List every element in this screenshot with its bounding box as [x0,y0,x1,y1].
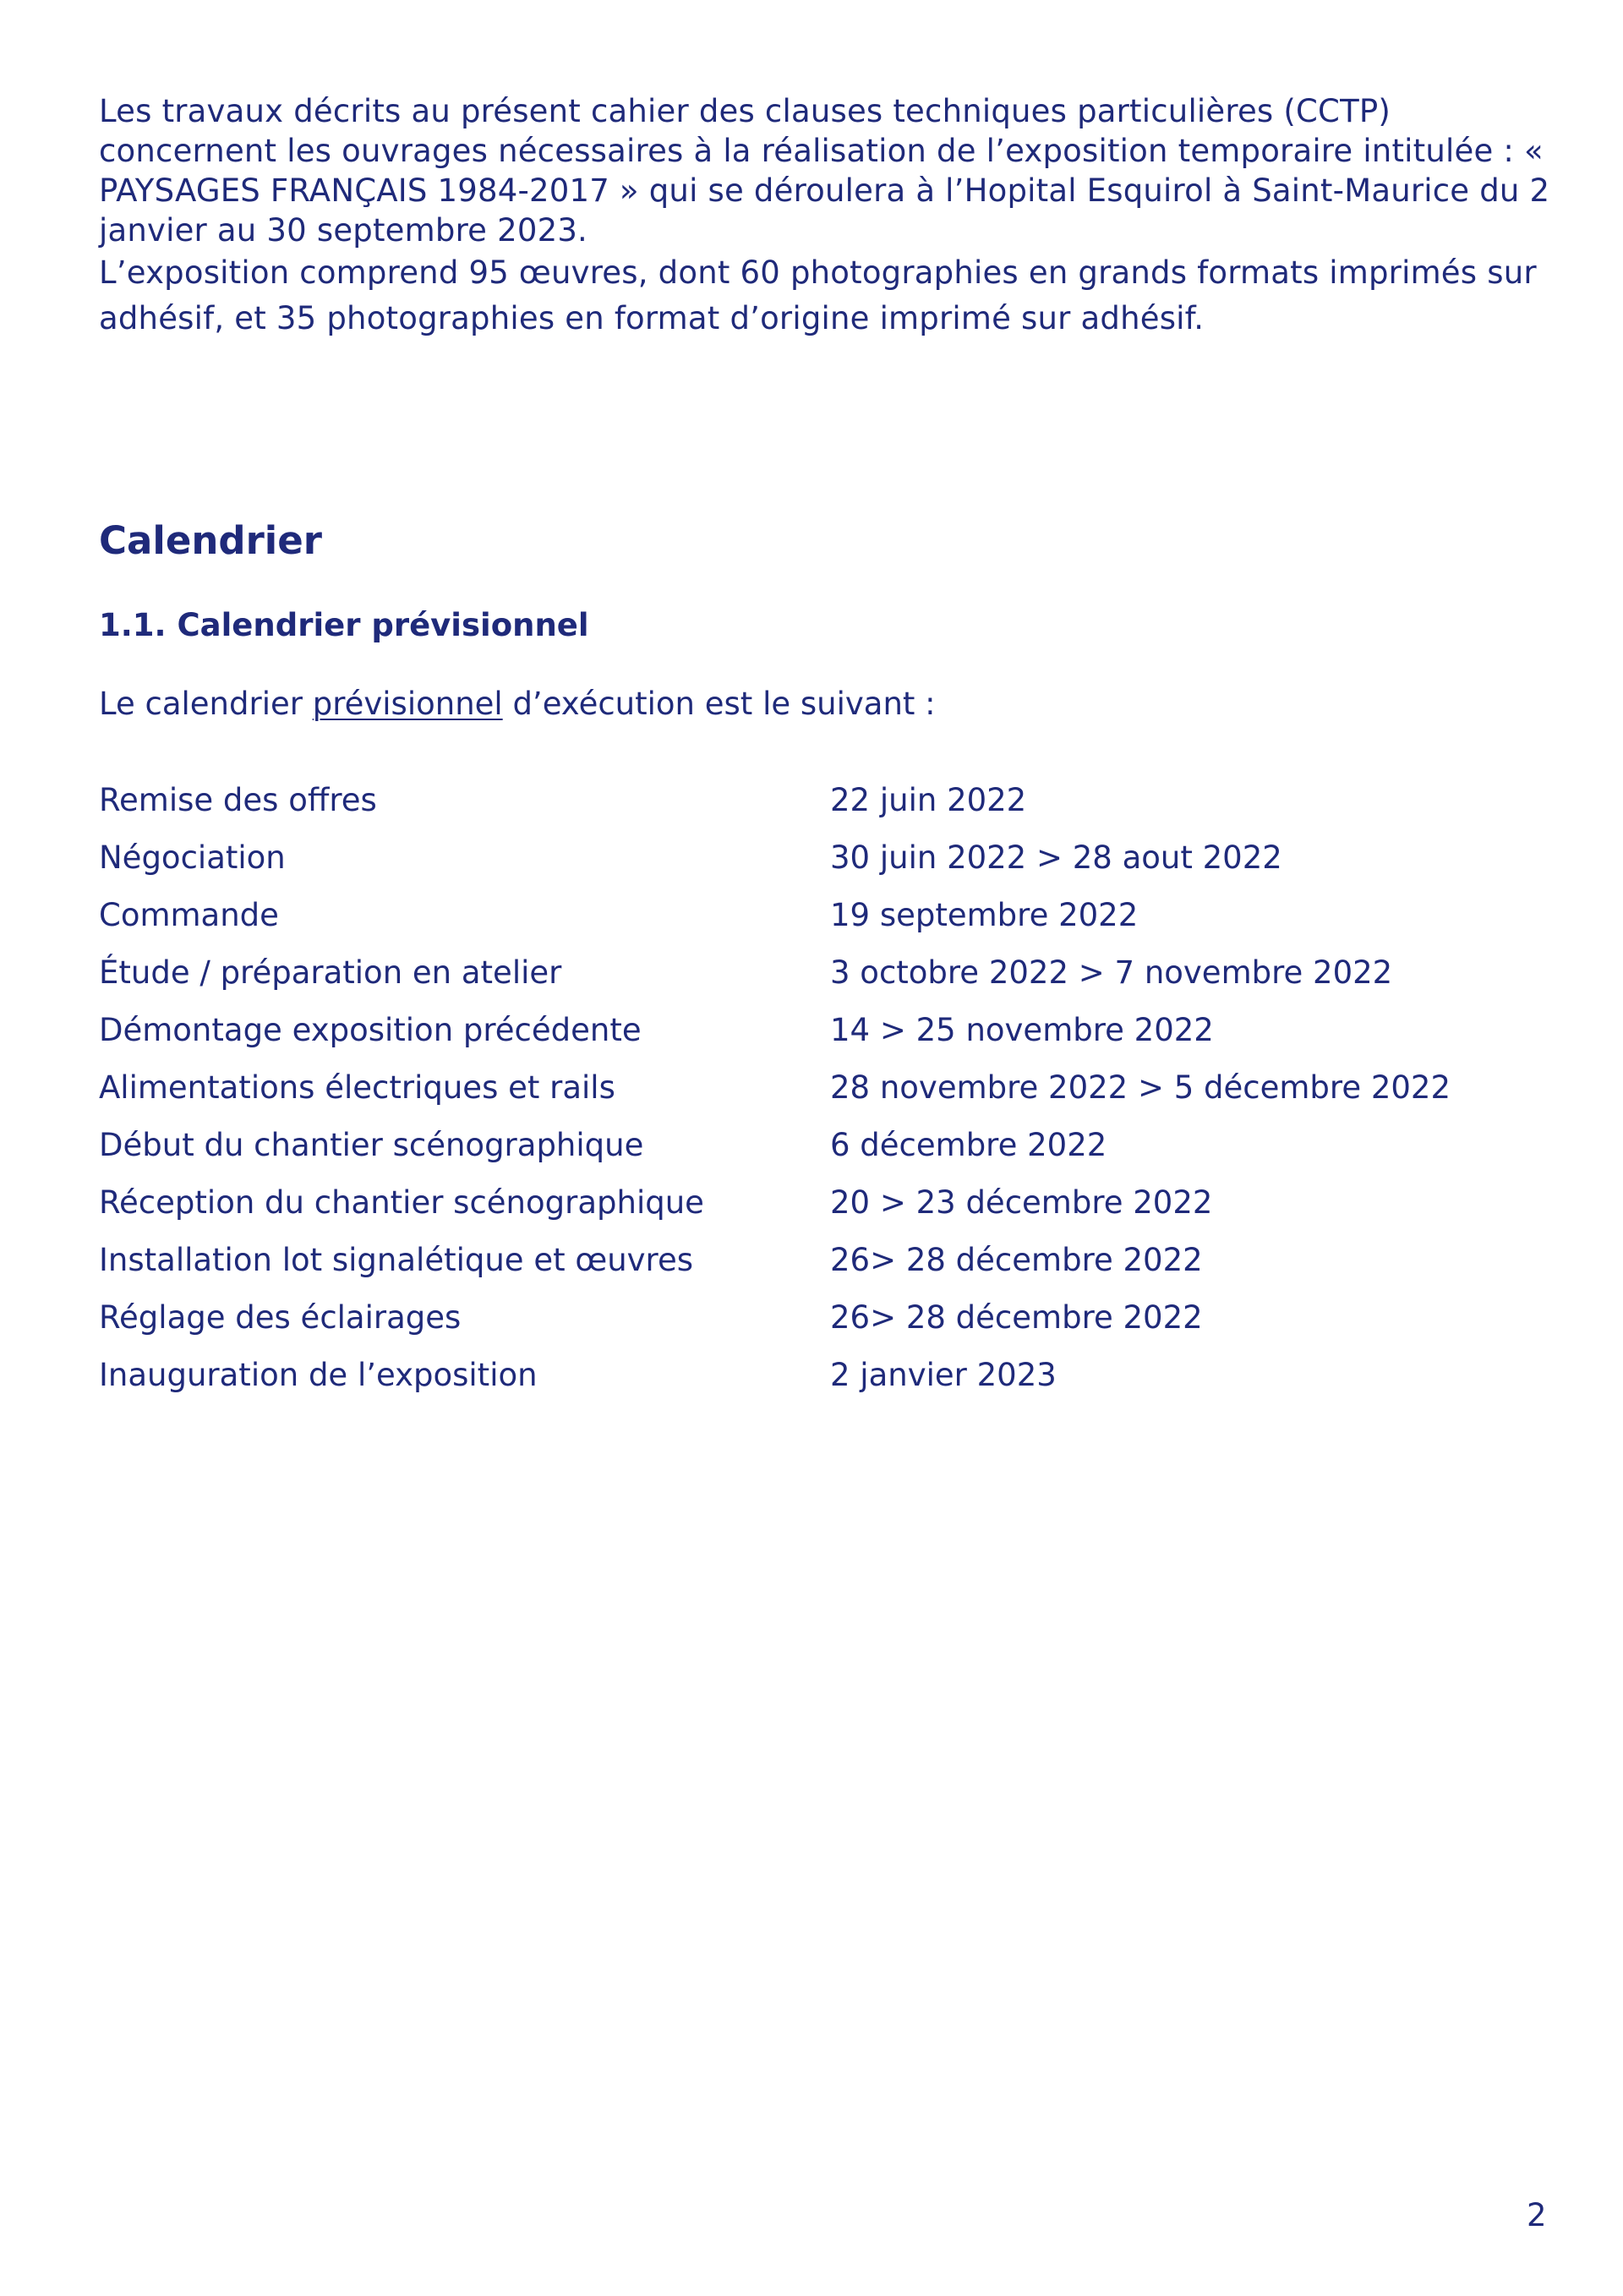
schedule-date: 26> 28 décembre 2022 [830,1242,1203,1278]
intro-paragraph: L’exposition comprend 95 œuvres, dont 60 photographies en grands formats imprimés sur adhésif, et 35 photographies en format d’origine imprimé sur adhésif. [99,254,1537,336]
underlined-word: prévisionnel [312,686,503,722]
schedule-task: Réception du chantier scénographique [99,1184,704,1221]
schedule-date: 26> 28 décembre 2022 [830,1299,1203,1336]
schedule-intro [99,683,936,725]
schedule-row [99,1354,1536,1412]
schedule-table [99,779,1536,1412]
intro-text [99,91,1553,342]
schedule-task: Inauguration de l’exposition [99,1357,538,1393]
schedule-row [99,894,1536,952]
schedule-intro-end: d’exécution est le suivant : [502,686,936,722]
schedule-task: Négociation [99,839,286,876]
schedule-date: 2 janvier 2023 [830,1357,1057,1393]
schedule-task: Installation lot signalétique et œuvres [99,1242,693,1278]
schedule-task: Étude / préparation en atelier [99,954,562,991]
schedule-date: 3 octobre 2022 > 7 novembre 2022 [830,954,1393,991]
section-title: Calendrier [99,518,322,563]
schedule-row [99,1124,1536,1182]
schedule-row [99,1239,1536,1297]
schedule-date: 6 décembre 2022 [830,1127,1107,1163]
schedule-task: Réglage des éclairages [99,1299,462,1336]
schedule-date: 28 novembre 2022 > 5 décembre 2022 [830,1069,1451,1106]
schedule-task: Démontage exposition précédente [99,1012,642,1048]
schedule-row [99,1067,1536,1124]
schedule-date: 22 juin 2022 [830,782,1027,818]
schedule-task: Remise des offres [99,782,377,818]
schedule-date: 20 > 23 décembre 2022 [830,1184,1213,1221]
schedule-task: Alimentations électriques et rails [99,1069,615,1106]
schedule-row [99,837,1536,894]
intro-paragraph: Les travaux décrits au présent cahier des clauses techniques particulières (CCTP) concernent les ouvrages nécessaires à la réalisation de l’exposition temporaire intitulée : « PAYSAGES FRANÇAIS 1984-2017 » qui se déroulera à l’Hopital Esquirol à Saint-Maurice du 2 janvier au 30 septembre 2023. [99,93,1550,249]
schedule-task: Début du chantier scénographique [99,1127,644,1163]
page-number: 2 [1527,2197,1547,2233]
schedule-row [99,1182,1536,1239]
schedule-task: Commande [99,897,279,933]
schedule-date: 19 septembre 2022 [830,897,1139,933]
schedule-row [99,779,1536,837]
schedule-date: 14 > 25 novembre 2022 [830,1012,1214,1048]
schedule-row [99,952,1536,1009]
schedule-date: 30 juin 2022 > 28 aout 2022 [830,839,1282,876]
schedule-row [99,1297,1536,1354]
subsection-title: 1.1. Calendrier prévisionnel [99,607,589,643]
schedule-row [99,1009,1536,1067]
schedule-intro-start: Le calendrier [99,686,313,722]
